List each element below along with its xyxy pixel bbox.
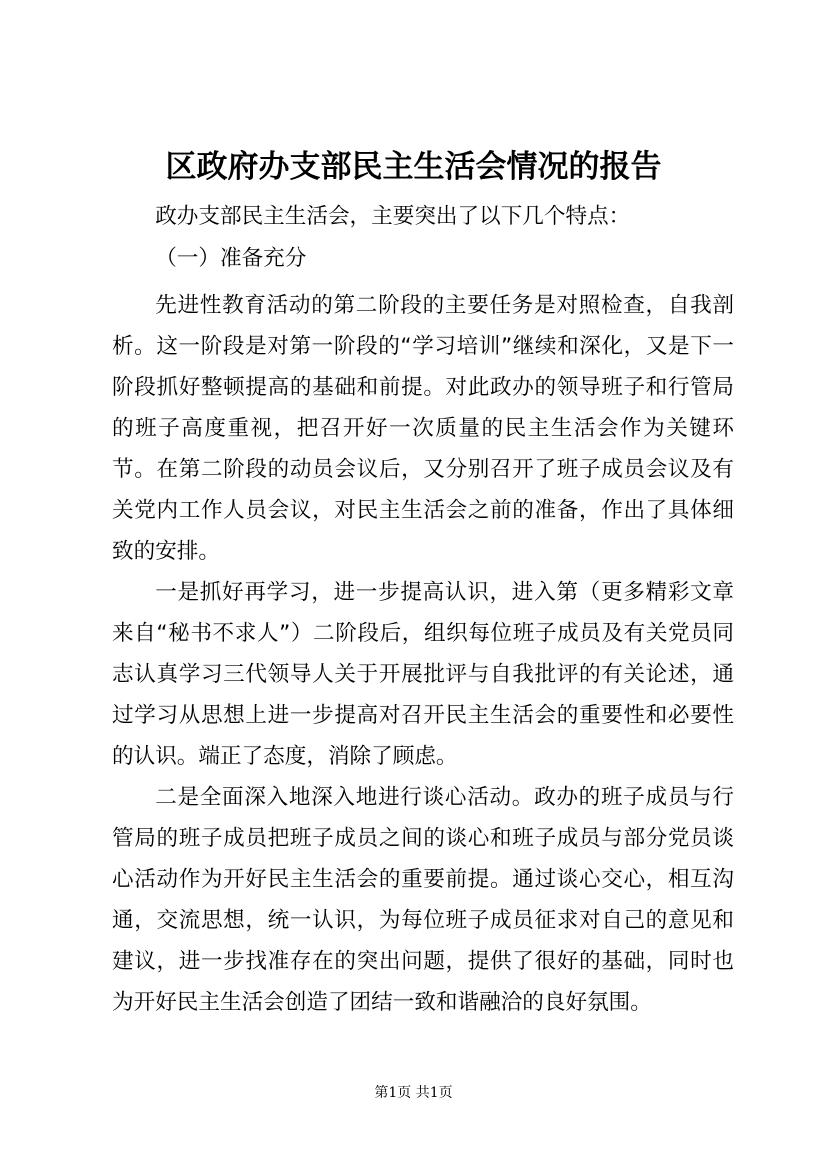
page-footer: 第1页 共1页 (374, 1085, 453, 1101)
document-title: 区政府办支部民主生活会情况的报告 (165, 149, 662, 185)
section-heading-preparation: （一）准备充分 (155, 246, 307, 271)
body-paragraph-2: 一是抓好再学习，进一步提高认识，进入第（更多精彩文章来自“秘书不求人”）二阶段后，组织每位班子成员及有关党员同志认真学习三代领导人关于开展批评与自我批评的有关论述，通过学习从思想上进一步提高对召开民主生活会的重要性和必要性的认识。端正了态度，消除了顾虑。 (112, 580, 734, 769)
intro-paragraph: 政办支部民主生活会，主要突出了以下几个特点： (155, 204, 631, 229)
body-paragraph-3: 二是全面深入地深入地进行谈心活动。政办的班子成员与行管局的班子成员把班子成员之间的谈心和班子成员与部分党员谈心活动作为开好民主生活会的重要前提。通过谈心交心，相互沟通，交流思想，统一认识，为每位班子成员征求对自己的意见和建议，进一步找准存在的突出问题，提供了很好的基础，同时也为开好民主生活会创造了团结一致和谐融洽的良好氛围。 (112, 785, 734, 1015)
body-paragraph-1: 先进性教育活动的第二阶段的主要任务是对照检查，自我剖析。这一阶段是对第一阶段的“学习培训”继续和深化，又是下一阶段抓好整顿提高的基础和前提。对此政办的领导班子和行管局的班子高度重视，把召开好一次质量的民主生活会作为关键环节。在第二阶段的动员会议后，又分别召开了班子成员会议及有关党内工作人员会议，对民主生活会之前的准备，作出了具体细致的安排。 (112, 293, 734, 564)
document-body (112, 196, 734, 1023)
